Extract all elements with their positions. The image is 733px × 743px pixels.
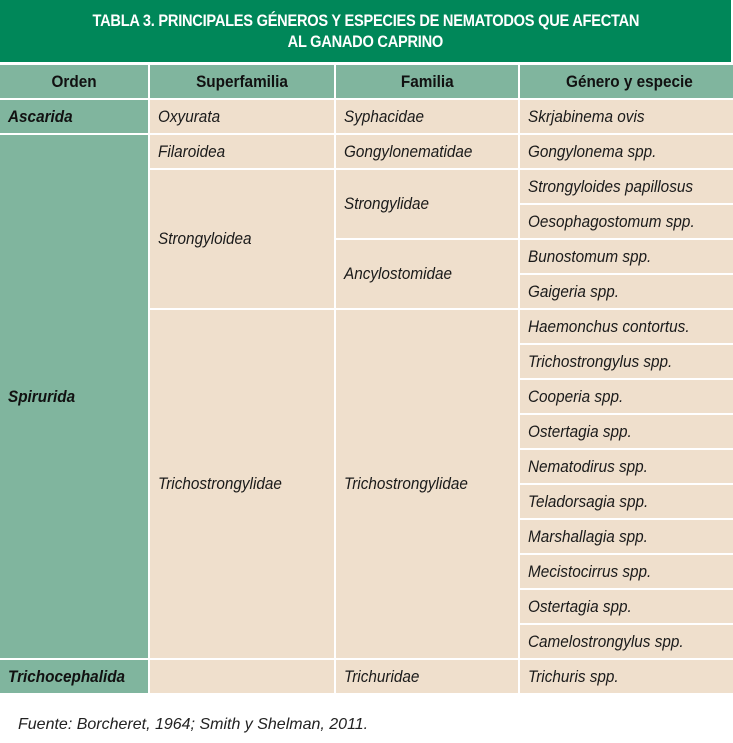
superfamilia-cell: Strongyloidea — [150, 170, 334, 308]
table-row — [0, 660, 733, 693]
header-superfamilia: Superfamilia — [150, 65, 334, 98]
especie-cell: Oesophagostomum spp. — [520, 205, 733, 238]
familia-cell: Trichostrongylidae — [336, 310, 518, 658]
especie-cell: Gaigeria spp. — [520, 275, 733, 308]
especie-cell: Ostertagia spp. — [520, 590, 733, 623]
superfamilia-cell — [150, 660, 334, 693]
especie-cell: Bunostomum spp. — [520, 240, 733, 273]
nematode-table — [0, 63, 733, 695]
especie-cell: Marshallagia spp. — [520, 520, 733, 553]
especie-cell: Nematodirus spp. — [520, 450, 733, 483]
table-title-line1: TABLA 3. PRINCIPALES GÉNEROS Y ESPECIES DE NEMATODOS QUE AFECTAN — [92, 11, 639, 30]
header-familia: Familia — [336, 65, 518, 98]
table-row — [0, 100, 733, 133]
especie-cell: Strongyloides papillosus — [520, 170, 733, 203]
especie-cell: Mecistocirrus spp. — [520, 555, 733, 588]
header-orden: Orden — [0, 65, 148, 98]
superfamilia-cell: Filaroidea — [150, 135, 334, 168]
table-title — [0, 0, 731, 62]
orden-cell: Trichocephalida — [0, 660, 148, 693]
familia-cell: Syphacidae — [336, 100, 518, 133]
especie-cell: Ostertagia spp. — [520, 415, 733, 448]
superfamilia-cell: Trichostrongylidae — [150, 310, 334, 658]
especie-cell: Trichostrongylus spp. — [520, 345, 733, 378]
especie-cell: Teladorsagia spp. — [520, 485, 733, 518]
orden-cell: Ascarida — [0, 100, 148, 133]
orden-cell: Spirurida — [0, 135, 148, 658]
especie-cell: Trichuris spp. — [520, 660, 733, 693]
familia-cell: Gongylonematidae — [336, 135, 518, 168]
especie-cell: Camelostrongylus spp. — [520, 625, 733, 658]
especie-cell: Gongylonema spp. — [520, 135, 733, 168]
table-row — [0, 135, 733, 168]
superfamilia-cell: Oxyurata — [150, 100, 334, 133]
source-note: Fuente: Borcheret, 1964; Smith y Shelman, 2011. — [18, 716, 369, 733]
table-title-line2: AL GANADO CAPRINO — [287, 32, 444, 51]
familia-cell: Trichuridae — [336, 660, 518, 693]
header-genero-especie: Género y especie — [520, 65, 733, 98]
familia-cell: Ancylostomidae — [336, 240, 518, 308]
header-row — [0, 65, 733, 98]
especie-cell: Skrjabinema ovis — [520, 100, 733, 133]
especie-cell: Cooperia spp. — [520, 380, 733, 413]
familia-cell: Strongylidae — [336, 170, 518, 238]
especie-cell: Haemonchus contortus. — [520, 310, 733, 343]
